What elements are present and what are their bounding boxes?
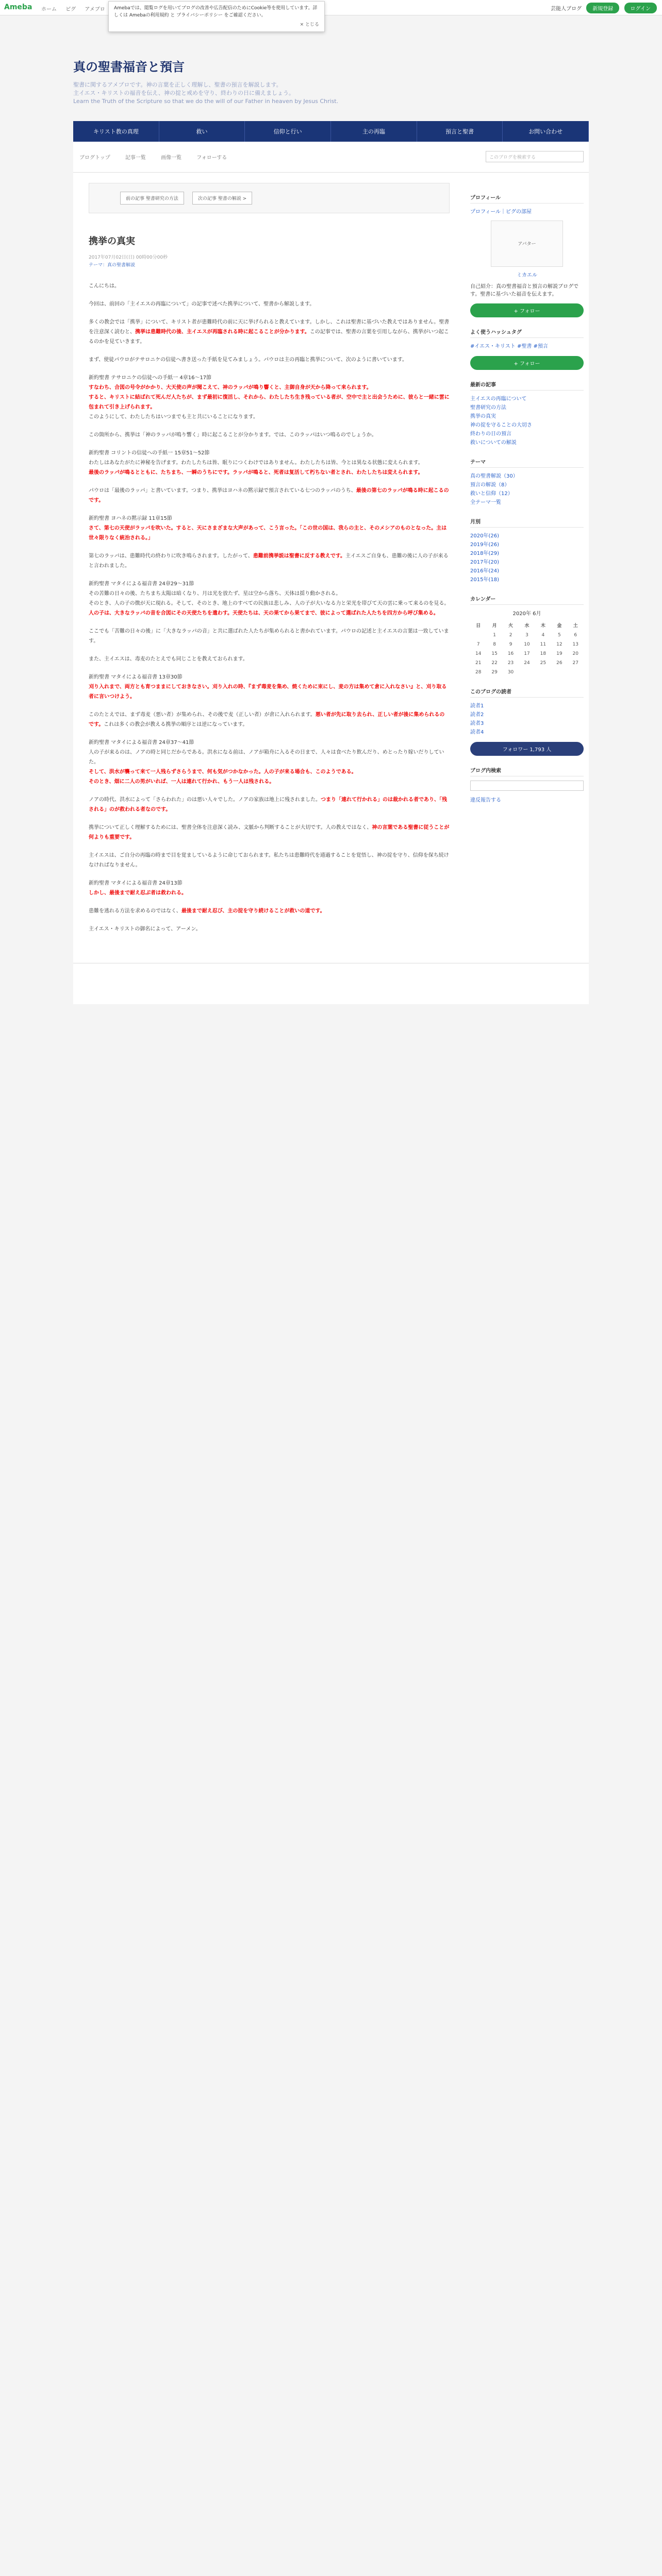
scripture-quote bbox=[89, 738, 450, 787]
scripture-quote bbox=[89, 672, 450, 702]
follower-count-button[interactable]: フォロワー 1,793 人 bbox=[470, 742, 584, 756]
paragraph bbox=[89, 795, 450, 815]
recent-entry[interactable]: 神の掟を守ることの大切さ bbox=[470, 422, 532, 428]
blog-desc-line-2: 主イエス・キリストの福音を伝え、神の掟と戒めを守り、終わりの日に備えましょう。 bbox=[73, 90, 294, 96]
scripture-quote bbox=[89, 514, 450, 543]
calendar-day: 5 bbox=[557, 633, 561, 638]
sidebar-search-input[interactable] bbox=[470, 781, 584, 791]
global-nav bbox=[73, 121, 589, 142]
paragraph bbox=[89, 551, 450, 571]
recent-entry[interactable]: 聖書研究の方法 bbox=[470, 405, 506, 411]
blog-top-link[interactable]: ブログトップ bbox=[79, 155, 110, 161]
quote-line: そのとき、畑に二人の男がいれば、一人は連れて行かれ、もう一人は残される。 bbox=[89, 779, 275, 785]
paragraph bbox=[89, 823, 450, 842]
recent-entry[interactable]: 救いについての解説 bbox=[470, 440, 517, 446]
scripture-ref: 新約聖書 マタイによる福音書 24章29〜31節 bbox=[89, 581, 194, 587]
calendar-weekday: 水 bbox=[524, 623, 529, 629]
quote-line: 人の子は、大きなラッパの音を合図にその天使たちを遣わす。天使たちは、天の果てから果てまで、彼によって選ばれた人たちを四方から呼び集める。 bbox=[89, 611, 439, 616]
calendar-day: 11 bbox=[540, 642, 547, 647]
recent-entry[interactable]: 携挙の真実 bbox=[470, 414, 496, 419]
quote-line: そして、洪水が襲って来て一人残らずさらうまで、何も気がつかなかった。人の子が来る場合も、このようである。 bbox=[89, 769, 357, 775]
article-title[interactable]: 携挙の真実 bbox=[89, 236, 135, 247]
theme-item[interactable]: 真の聖書解説（30） bbox=[470, 473, 518, 479]
paragraph: まず、使徒パウロがテサロニケの信徒へ書き送った手紙を見てみましょう。パウロは主の再臨と携挙について、次のように書いています。 bbox=[89, 357, 407, 363]
blog-desc-line-3: Learn the Truth of the Scripture so that we do the will of our Father in heaven by Jesus Christ. bbox=[73, 98, 339, 105]
profile-heading: プロフィール bbox=[470, 193, 584, 204]
recent-entry[interactable]: 主イエスの再臨について bbox=[470, 396, 527, 402]
text: ノアの時代、洪水によって「さらわれた」のは悪い人々でした。ノアの家族は地上に残されました。 bbox=[89, 797, 321, 803]
scripture-quote bbox=[89, 373, 450, 422]
calendar-day: 3 bbox=[525, 633, 528, 638]
calendar-day: 24 bbox=[524, 660, 530, 666]
prev-entry-link[interactable]: 前の記事 聖書研究の方法 bbox=[120, 192, 184, 205]
quote-line: このようにして、わたしたちはいつまでも主と共にいることになります。 bbox=[89, 414, 258, 420]
register-button[interactable]: 新規登録 bbox=[586, 3, 619, 13]
scripture-ref: 新約聖書 テサロニケの信徒への手紙一 4章16〜17節 bbox=[89, 375, 212, 381]
theme-item[interactable]: 全テーマ一覧 bbox=[470, 500, 501, 505]
paragraph: 主イエス・キリストの御名によって、アーメン。 bbox=[89, 926, 201, 932]
entry-pager bbox=[89, 183, 450, 213]
calendar-day: 15 bbox=[491, 651, 498, 656]
entry-list-link[interactable]: 記事一覧 bbox=[125, 155, 146, 161]
cookie-notice-text: Amebaでは、閲覧ログを用いてブログの改善や広告配信のためにCookie等を使用しています。詳しくは Amebaの利用規約 と プライバシーポリシー をご確認ください。 bbox=[114, 6, 318, 18]
hashtag-heading: よく使うハッシュタグ bbox=[470, 328, 584, 338]
calendar-day: 8 bbox=[493, 642, 496, 647]
calendar-day: 25 bbox=[540, 660, 547, 666]
archive-item[interactable]: 2015年(18) bbox=[470, 577, 499, 583]
calendar-day: 6 bbox=[574, 633, 577, 638]
scripture-quote bbox=[89, 878, 450, 898]
archive-item[interactable]: 2020年(26) bbox=[470, 533, 499, 539]
quote-line: すなわち、合図の号令がかかり、大天使の声が聞こえて、神のラッパが鳴り響くと、主御自身が天から降って来られます。 bbox=[89, 385, 372, 391]
avatar[interactable]: アバター bbox=[491, 221, 563, 267]
calendar-day bbox=[568, 668, 584, 677]
main-column bbox=[73, 173, 465, 963]
cookie-notice bbox=[108, 1, 325, 32]
topbar-right bbox=[551, 3, 657, 13]
text: 第七のラッパは、患難時代の終わりに吹き鳴らされます。したがって、 bbox=[89, 553, 253, 559]
scripture-ref: 新約聖書 ヨハネの黙示録 11章15節 bbox=[89, 516, 172, 521]
calendar bbox=[470, 620, 584, 677]
emphasis-text: 最後まで耐え忍び、主の掟を守り続けることが救いの道です。 bbox=[181, 908, 325, 914]
calendar-day: 14 bbox=[475, 651, 482, 656]
emphasis-text: つまり「連れて行かれる」のは裁かれる者であり、「残される」のが救われる者なのです。 bbox=[89, 797, 447, 812]
blog-title[interactable]: 真の聖書福音と預言 bbox=[73, 59, 185, 74]
archive-item[interactable]: 2019年(26) bbox=[470, 542, 499, 548]
paragraph bbox=[89, 317, 450, 347]
search-heading: ブログ内検索 bbox=[470, 766, 584, 776]
emphasis-text: 携挙は患難時代の後、主イエスが再臨される時に起こることが分かります。 bbox=[135, 329, 310, 335]
quote-line: 刈り入れまで、両方とも育つままにしておきなさい。刈り入れの時、『まず毒麦を集め、焼くために束にし、麦の方は集めて倉に入れなさい』と、刈り取る者に言いつけよう。 bbox=[89, 684, 447, 700]
text: 多くの教会では「携挙」について、キリスト者が患難時代の前に天に挙げられると教えています。しかし、これは聖書に基づいた教えではありません。聖書を注意深く読むと、 bbox=[89, 319, 450, 335]
archive-heading: 月別 bbox=[470, 517, 584, 528]
calendar-day: 21 bbox=[475, 660, 482, 666]
calendar-day bbox=[519, 668, 535, 677]
login-button[interactable]: ログイン bbox=[624, 3, 657, 13]
profile-bio: 自己紹介：真の聖書福音と預言の解説ブログです。聖書に基づいた福音を伝えます。 bbox=[470, 284, 578, 297]
reader-item[interactable]: 読者3 bbox=[470, 721, 484, 726]
quote-line: わたしはあなたがたに神秘を告げます。わたしたちは皆、眠りにつくわけではありません。わたしたちは皆、今とは異なる状態に変えられます。 bbox=[89, 460, 423, 466]
reader-item[interactable]: 読者2 bbox=[470, 712, 484, 718]
archive-item[interactable]: 2017年(20) bbox=[470, 560, 499, 565]
paragraph bbox=[89, 710, 450, 730]
emphasis-text: 最後の第七のラッパが鳴る時に起こるのです。 bbox=[89, 488, 449, 503]
calendar-day: 23 bbox=[507, 660, 514, 666]
theme-item[interactable]: 預言の解説（8） bbox=[470, 482, 510, 488]
calendar-day: 1 bbox=[493, 633, 496, 638]
calendar-weekday: 月 bbox=[492, 623, 497, 629]
nav-pigg[interactable]: ピグ bbox=[65, 7, 76, 12]
calendar-day: 16 bbox=[507, 651, 514, 656]
paragraph: ここでも「苦難の日々の後」に「大きなラッパの音」と共に選ばれた人たちが集められると書かれています。パウロの記述と主イエスの言葉は一致しています。 bbox=[89, 629, 449, 644]
scripture-ref: 新約聖書 マタイによる福音書 13章30節 bbox=[89, 674, 183, 680]
emphasis-text: 神の言葉である聖書に従うことが何よりも重要です。 bbox=[89, 825, 450, 840]
quote-line: 人の子が来るのは、ノアの時と同じだからである。洪水になる前は、ノアが箱舟に入るその日まで、人々は食べたり飲んだり、めとったり嫁いだりしていた。 bbox=[89, 750, 444, 765]
quote-line: さて、第七の天使がラッパを吹いた。すると、天にさまざまな大声があって、こう言った。「この世の国は、我らの主と、そのメシアのものとなった。主は世々限りなく統治される。」 bbox=[89, 526, 447, 541]
calendar-day: 13 bbox=[572, 642, 578, 647]
calendar-day: 12 bbox=[556, 642, 562, 647]
quote-line: しかし、最後まで耐え忍ぶ者は救われる。 bbox=[89, 890, 187, 896]
calendar-weekday: 金 bbox=[557, 623, 562, 629]
calendar-weekday: 土 bbox=[573, 623, 578, 629]
article-theme bbox=[89, 261, 450, 268]
calendar-weekday: 木 bbox=[540, 623, 545, 629]
profile-name[interactable]: ミカエル bbox=[517, 273, 537, 278]
paragraph: 主イエスは、ご自分の再臨の時まで目を覚ましているように命じておられます。私たちは患難時代を通過することを覚悟し、神の掟を守り、信仰を保ち続けなければなりません。 bbox=[89, 853, 449, 868]
recent-entry[interactable]: 終わりの日の預言 bbox=[470, 431, 511, 437]
calendar-day: 22 bbox=[491, 660, 498, 666]
emphasis-text: 患難前携挙説は聖書に反する教えです。 bbox=[253, 553, 346, 559]
follow-link[interactable]: フォローする bbox=[196, 155, 227, 161]
paragraph: この箇所から、携挙は「神のラッパが鳴り響く」時に起こることが分かります。では、このラッパはいつ鳴るのでしょうか。 bbox=[89, 432, 377, 438]
follow-button-2[interactable]: + フォロー bbox=[470, 356, 584, 370]
ameba-topbar bbox=[0, 0, 662, 27]
text: これは多くの教会が教える携挙の順序とは逆になっています。 bbox=[104, 722, 248, 727]
scripture-ref: 新約聖書 マタイによる福音書 24章37〜41節 bbox=[89, 740, 194, 745]
calendar-day: 7 bbox=[476, 642, 480, 647]
blog-search-input[interactable]: このブログを検索する bbox=[486, 151, 584, 162]
reader-heading: このブログの読者 bbox=[470, 687, 584, 698]
nav-home[interactable]: ホーム bbox=[41, 7, 57, 12]
scripture-quote bbox=[89, 579, 450, 618]
image-list-link[interactable]: 画像一覧 bbox=[161, 155, 182, 161]
calendar-day: 30 bbox=[507, 670, 514, 675]
text: 携挙について正しく理解するためには、聖書全体を注意深く読み、文脈から判断することが大切です。人の教えではなく、 bbox=[89, 825, 372, 831]
text: このたとえでは、まず毒麦（悪い者）が集められ、その後で麦（正しい者）が倉に入れられます。 bbox=[89, 712, 316, 718]
calendar-month: 2020年 6月 bbox=[512, 611, 541, 617]
cookie-notice-close-button[interactable]: × とじる bbox=[300, 22, 319, 27]
next-entry-link[interactable]: 次の記事 聖書の解説 > bbox=[192, 192, 252, 205]
blog-desc-line-1: 聖書に関するアメブロです。神の言葉を正しく理解し、聖書の預言を解説します。 bbox=[73, 81, 282, 88]
gnav-item[interactable]: 預言と聖書 bbox=[417, 121, 503, 142]
scripture-quote bbox=[89, 448, 450, 478]
calendar-day bbox=[551, 668, 567, 677]
calendar-day bbox=[470, 631, 486, 640]
calendar-weekday: 火 bbox=[508, 623, 514, 629]
reader-item[interactable]: 読者4 bbox=[470, 730, 484, 735]
theme-heading: テーマ bbox=[470, 457, 584, 468]
gnav-item[interactable]: 主の再臨 bbox=[331, 121, 417, 142]
calendar-day bbox=[535, 668, 551, 677]
subnav-links bbox=[79, 153, 240, 161]
theme-label: テーマ： bbox=[89, 263, 108, 268]
gnav-item[interactable]: お問い合わせ bbox=[503, 121, 589, 142]
ameba-logo[interactable]: Ameba bbox=[4, 3, 32, 11]
text: 患難を逃れる方法を求めるのではなく、 bbox=[89, 908, 181, 914]
scripture-ref: 新約聖書 コリントの信徒への手紙一 15章51〜52節 bbox=[89, 450, 210, 456]
recent-heading: 最新の記事 bbox=[470, 380, 584, 391]
calendar-day: 10 bbox=[524, 642, 530, 647]
calendar-day: 29 bbox=[491, 670, 498, 675]
reader-item[interactable]: 読者1 bbox=[470, 703, 484, 709]
hashtag-list[interactable]: #イエス・キリスト #聖書 #預言 bbox=[470, 344, 548, 349]
report-link[interactable]: 違反報告する bbox=[470, 798, 501, 803]
paragraph: また、主イエスは、毒麦のたとえでも同じことを教えておられます。 bbox=[89, 656, 248, 662]
theme-item[interactable]: 救いと信仰（12） bbox=[470, 491, 513, 497]
theme-link[interactable]: 真の聖書解説 bbox=[107, 263, 136, 268]
calendar-day: 4 bbox=[541, 633, 545, 638]
archive-item[interactable]: 2018年(29) bbox=[470, 551, 499, 556]
profile-links[interactable]: プロフィール｜ピグの部屋 bbox=[470, 209, 532, 215]
calendar-weekday: 日 bbox=[476, 623, 481, 629]
content-wrap bbox=[73, 173, 589, 963]
article bbox=[89, 234, 450, 934]
celebrity-blog-link[interactable]: 芸能人ブログ bbox=[551, 6, 582, 12]
text: パウロは「最後のラッパ」と書いています。つまり、携挙はヨハネの黙示録で預言されている七つのラッパのうち、 bbox=[89, 488, 356, 494]
quote-line: その苦難の日々の後、たちまち太陽は暗くなり、月は光を放たず、星は空から落ち、天体は揺り動かされる。 bbox=[89, 591, 341, 597]
calendar-day: 28 bbox=[475, 670, 482, 675]
footer bbox=[73, 963, 589, 1004]
text: この記事では、聖書の言葉を引用しながら、携挙がいつ起こるのかを見ていきます。 bbox=[89, 329, 449, 345]
calendar-day: 26 bbox=[556, 660, 562, 666]
paragraph: こんにちは。 bbox=[89, 283, 120, 289]
calendar-day: 19 bbox=[556, 651, 562, 656]
gnav-item[interactable]: 救い bbox=[159, 121, 245, 142]
article-date: 2017年07月02日(日) 00時00分00秒 bbox=[89, 255, 168, 260]
emphasis-text: 悪い者が先に取り去られ、正しい者が後に集められるのです。 bbox=[89, 712, 445, 727]
scripture-ref: 新約聖書 マタイによる福音書 24章13節 bbox=[89, 880, 183, 886]
quote-line: すると、キリストに結ばれて死んだ人たちが、まず最初に復活し、それから、わたしたち生き残っている者が、空中で主と出会うために、彼らと一緒に雲に包まれて引き上げられます。 bbox=[89, 395, 450, 410]
blog-subnav bbox=[73, 142, 589, 173]
sidebar bbox=[465, 173, 589, 963]
follow-button[interactable]: + フォロー bbox=[470, 303, 584, 317]
nav-ameblo[interactable]: アメブロ bbox=[85, 7, 105, 12]
archive-item[interactable]: 2016年(24) bbox=[470, 568, 499, 574]
quote-line: 最後のラッパが鳴るとともに、たちまち、一瞬のうちにです。ラッパが鳴ると、死者は复活して朽ちない者とされ、わたしたちは変えられます。 bbox=[89, 470, 423, 476]
paragraph bbox=[89, 906, 450, 916]
calendar-day: 18 bbox=[540, 651, 547, 656]
calendar-day: 2 bbox=[509, 633, 512, 638]
text: 主イエスご自身も、患難の後に人の子が来ると言われました。 bbox=[89, 553, 449, 569]
gnav-item[interactable]: 信仰と行い bbox=[245, 121, 331, 142]
top-nav bbox=[41, 5, 112, 12]
calendar-day: 27 bbox=[572, 660, 578, 666]
calendar-day: 9 bbox=[509, 642, 512, 647]
calendar-day: 20 bbox=[572, 651, 578, 656]
paragraph: 今回は、前回の「主イエスの再臨について」の記事で述べた携挙について、聖書から解説します。 bbox=[89, 301, 315, 307]
calendar-heading: カレンダー bbox=[470, 595, 584, 605]
quote-line: そのとき、人の子の徴が天に現れる。そして、そのとき、地上のすべての民族は悲しみ、人の子が大いなる力と栄光を帯びて天の雲に乗って来るのを見る。 bbox=[89, 601, 450, 606]
calendar-day: 17 bbox=[524, 651, 530, 656]
paragraph bbox=[89, 486, 450, 505]
gnav-item[interactable]: キリスト教の真理 bbox=[73, 121, 159, 142]
